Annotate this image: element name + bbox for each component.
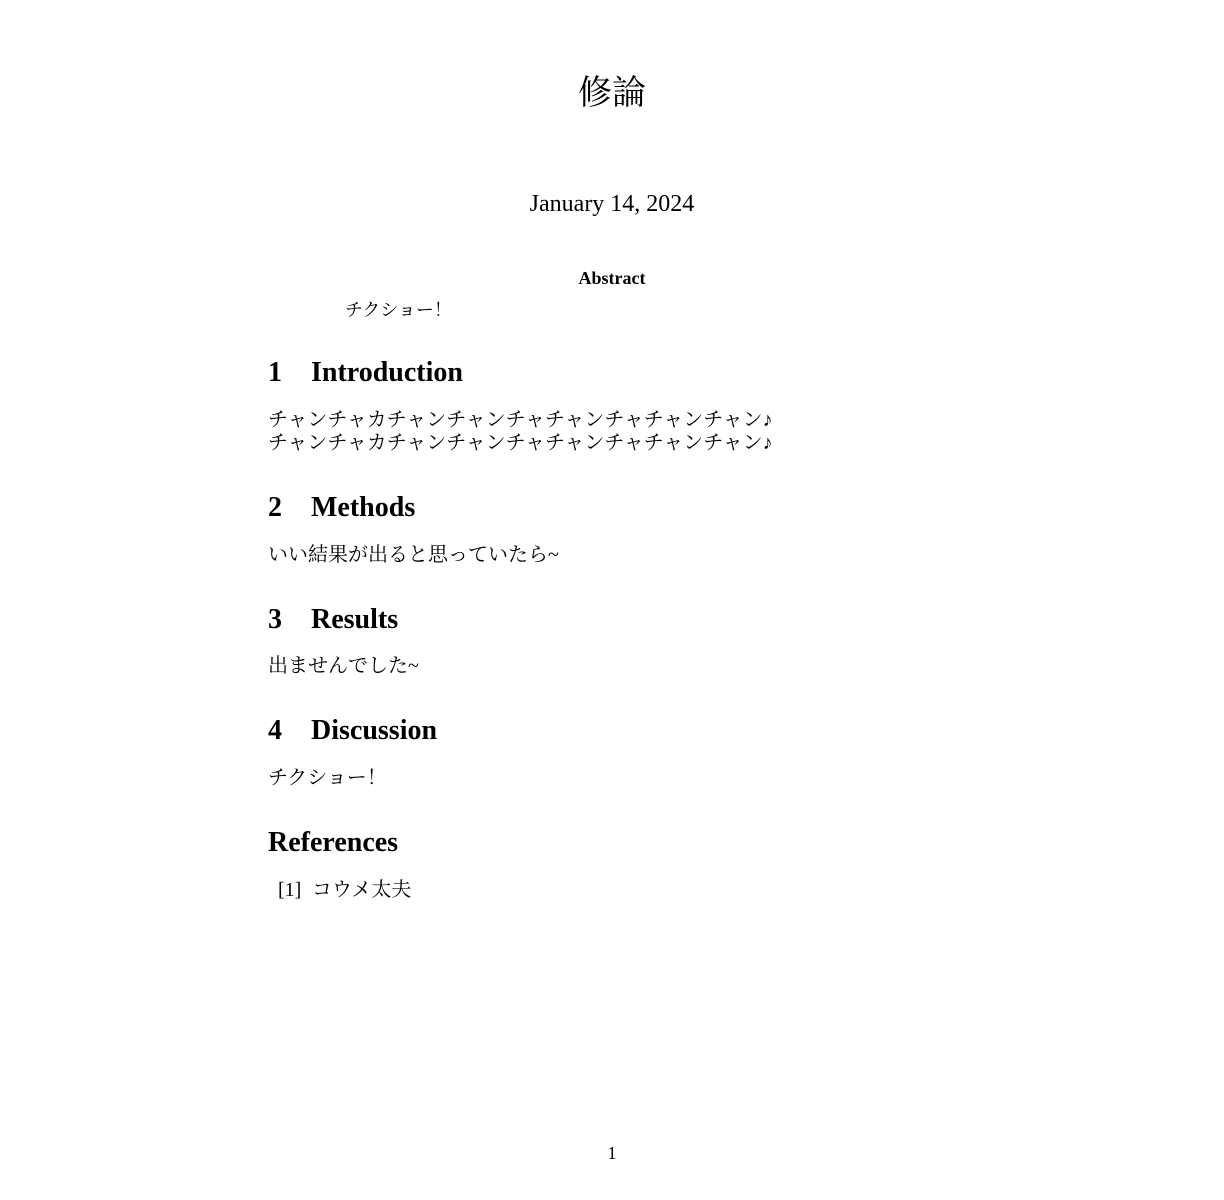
- section-number: 4: [268, 715, 282, 746]
- reference-item: [278, 878, 411, 902]
- section-number: 3: [268, 604, 282, 635]
- section-heading-discussion: [268, 714, 437, 748]
- section-heading-introduction: [268, 356, 463, 390]
- methods-paragraph: [268, 544, 559, 567]
- discussion-paragraph: [268, 767, 387, 790]
- abstract-heading: Abstract: [578, 268, 646, 288]
- paragraph-line: チャンチャカチャンチャンチャチャンチャチャンチャン♪: [268, 409, 773, 431]
- paper-date: January 14, 2024: [529, 191, 695, 217]
- section-title: Discussion: [311, 715, 438, 746]
- section-heading-results: [268, 603, 398, 637]
- paragraph-line: チクショー！: [268, 767, 387, 789]
- section-heading-methods: [268, 491, 415, 525]
- section-title: Methods: [311, 492, 416, 523]
- paper-title: 修論: [578, 75, 646, 112]
- reference-label: [1]: [278, 879, 302, 901]
- section-title: Introduction: [311, 357, 463, 388]
- section-number: 2: [268, 492, 282, 523]
- introduction-paragraph: [268, 409, 773, 455]
- paragraph-line: いい結果が出ると思っていたら~: [268, 544, 559, 566]
- results-paragraph: [268, 655, 419, 678]
- section-number: 1: [268, 357, 282, 388]
- section-title: Results: [311, 604, 399, 635]
- paragraph-line: チャンチャカチャンチャンチャチャンチャチャンチャン♪: [268, 432, 773, 454]
- references-heading: References: [268, 827, 399, 858]
- page-number: 1: [607, 1143, 617, 1163]
- paragraph-line: 出ませんでした~: [268, 655, 419, 677]
- reference-text: コウメ太夫: [312, 879, 412, 901]
- abstract-text: チクショー！: [345, 300, 452, 320]
